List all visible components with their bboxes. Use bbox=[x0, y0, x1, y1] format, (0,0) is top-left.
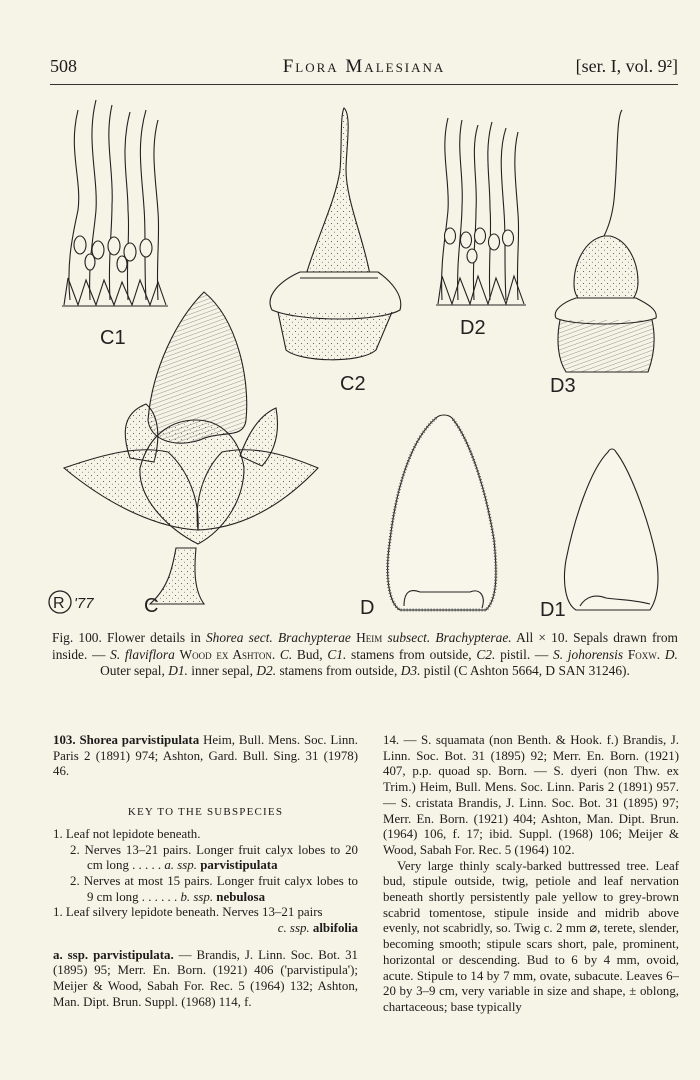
label-d1: D1 bbox=[540, 599, 566, 621]
d3-pistil-drawing bbox=[555, 110, 656, 372]
key-lead-1a: 1. Leaf not lepidote beneath. bbox=[53, 826, 201, 841]
c2-pistil-drawing bbox=[270, 108, 401, 360]
key-heading: KEY TO THE SUBSPECIES bbox=[127, 806, 284, 819]
svg-text:R: R bbox=[53, 595, 65, 612]
figure-caption: Fig. 100. Flower details in Shorea sect. Brachypterae Heim subsect. Brachypterae. All × 10. Sepals drawn from inside. — S. flaviflora Wood ex Ashton. C. Bud, C1. stamens from outside, C2. pistil. — S. johorensis Foxw. D. Outer sepal, D1. inner sepal, D2. stamens from outside, D3. pistil (C Ashton 5664, D SAN 31246). bbox=[52, 630, 678, 679]
key-lead-2a: 2. Nerves 13–21 pairs. Longer fruit calyx lobes to 20 cm long . . . . . a. ssp. parvistipulata bbox=[70, 842, 358, 873]
d1-inner-sepal-drawing bbox=[564, 449, 658, 610]
key-lead-1b: 1. Leaf silvery lepidote beneath. Nerves 13–21 pairs c. ssp. albifolia bbox=[53, 905, 358, 936]
d2-stamens-drawing bbox=[436, 118, 526, 305]
label-c2: C2 bbox=[340, 373, 366, 395]
d-outer-sepal-drawing bbox=[388, 415, 496, 610]
artist-monogram bbox=[49, 591, 71, 613]
ssp-parvistipulata-entry: a. ssp. parvistipulata. — Brandis, J. Linn. Soc. Bot. 31 (1895) 95; Merr. En. Born. (1921) 406 ('parvistipula'); Meijer & Wood, Sabah For. Rec. 5 (1964) 132; Ashton, Man. Dipt. Brun. Suppl. (1968) 114, f. bbox=[53, 947, 358, 1009]
label-d3: D3 bbox=[550, 375, 576, 397]
description-paragraph: Very large thinly scaly-barked buttressed tree. Leaf bud, stipule outside, twig, petiole and leaf nervation beneath shortly persistently pale yellow to grey-brown scabrid tomentose, stipule inside and midrib above evenly, not scabridly, so. Twig c. 2 mm ⌀, terete, slender, becoming smooth; stipule scars short, pale, prominent, horizontal or descending. Bud to 6 by 4 mm, ovoid, acute. Stipule to 14 by 7 mm, ovate, subacute. Leaves 6–20 by 3–9 cm, very variable in size and shape, ± oblong, chartaceous; base typically bbox=[383, 858, 679, 1014]
header-rule bbox=[50, 84, 678, 85]
running-header bbox=[50, 56, 678, 80]
species-entry: 103. Shorea parvistipulata Heim, Bull. Mens. Soc. Linn. Paris 2 (1891) 974; Ashton, Gard. Bull. Sing. 31 (1978) 46. bbox=[53, 733, 358, 779]
running-title: Flora Malesiana bbox=[282, 56, 446, 77]
artist-signature-year: '77 bbox=[74, 595, 94, 612]
right-column bbox=[383, 733, 679, 1016]
key-lead-2b: 2. Nerves at most 15 pairs. Longer fruit calyx lobes to 9 cm long . . . . . . b. ssp. nebulosa bbox=[70, 873, 358, 904]
label-c1: C1 bbox=[100, 327, 126, 349]
page-number: 508 bbox=[50, 56, 77, 76]
left-column bbox=[53, 733, 358, 1011]
synonymy-paragraph: 14. — S. squamata (non Benth. & Hook. f.) Brandis, J. Linn. Soc. Bot. 31 (1895) 92; Merr. En. Born. (1921) 407, p.p. quoad sp. Born. — S. dyeri (non Thw. ex Trim.) Heim, Bull. Mens. Soc. Linn. Paris 2 (1891) 957. — S. cristata Brandis, J. Linn. Soc. Bot. 31 (1895) 97; Merr. En. Born. (1921) 404; Ashton, Man. Dipt. Brun. (1964) 106, f. 17; ibid. Suppl. (1968) 106; Meijer & Wood, Sabah For. Rec. 5 (1964) 102. bbox=[383, 733, 679, 857]
label-d: D bbox=[360, 597, 375, 619]
botanical-figure bbox=[0, 90, 700, 625]
label-d2: D2 bbox=[460, 317, 486, 339]
c1-stamens-drawing bbox=[62, 100, 168, 306]
series-volume: [ser. I, vol. 9²] bbox=[575, 56, 678, 76]
label-c: C bbox=[144, 595, 159, 617]
